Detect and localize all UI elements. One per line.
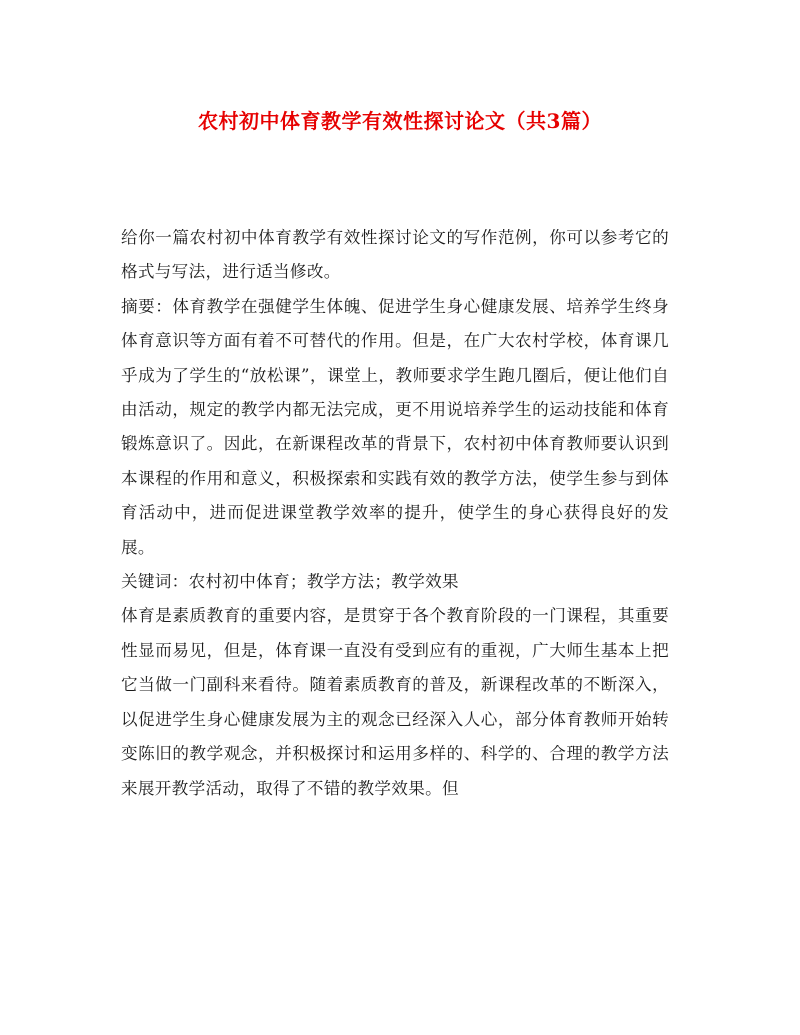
intro-paragraph: 给你一篇农村初中体育教学有效性探讨论文的写作范例，你可以参考它的格式与写法，进行适当修改。 — [121, 228, 669, 282]
document-title: 农村初中体育教学有效性探讨论文（共3篇） — [198, 109, 602, 133]
document-body — [121, 221, 669, 806]
body-paragraph: 体育是素质教育的重要内容，是贯穿于各个教育阶段的一门课程，其重要性显而易见，但是，体育课一直没有受到应有的重视，广大师生基本上把它当做一门副科来看待。随着素质教育的普及，新课程改革的不断深入，以促进学生身心健康发展为主的观念已经深入人心，部分体育教师开始转变陈旧的教学观念，并积极探讨和运用多样的、科学的、合理的教学方法来展开教学活动，取得了不错的教学效果。但 — [121, 606, 669, 798]
abstract-paragraph: 摘要：体育教学在强健学生体魄、促进学生身心健康发展、培养学生终身体育意识等方面有着不可替代的作用。但是，在广大农村学校，体育课几乎成为了学生的“放松课”，课堂上，教师要求学生跑几圈后，便让他们自由活动，规定的教学内都无法完成，更不用说培养学生的运动技能和体育锻炼意识了。因此，在新课程改革的背景下，农村初中体育教师要认识到本课程的作用和意义，积极探索和实践有效的教学方法，使学生参与到体育活动中，进而促进课堂教学效率的提升，使学生的身心获得良好的发展。 — [121, 296, 669, 557]
keywords-paragraph: 关键词：农村初中体育；教学方法；教学效果 — [121, 572, 459, 592]
